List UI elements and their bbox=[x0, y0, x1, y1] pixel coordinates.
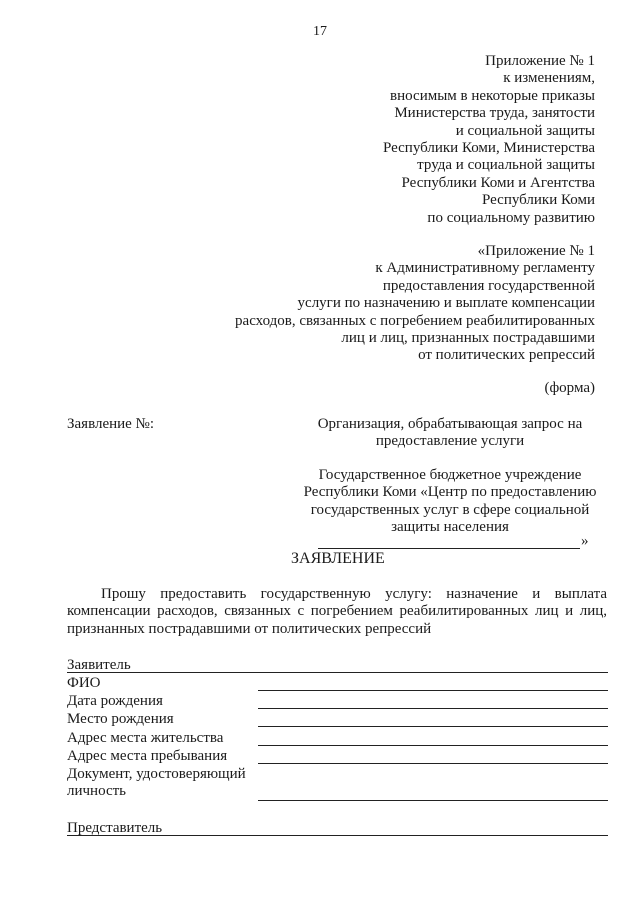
document-title: ЗАЯВЛЕНИЕ bbox=[291, 550, 385, 567]
page-number: 17 bbox=[313, 24, 327, 39]
residence-address-label: Адрес места жительства bbox=[67, 730, 224, 746]
organization-caption-line: Организация, обрабатывающая запрос на bbox=[317, 416, 583, 432]
organization-name-line: Государственное бюджетное учреждение bbox=[318, 467, 582, 483]
regulation-header-line: от политических репрессий bbox=[418, 347, 595, 364]
identity-document-label bbox=[67, 766, 246, 801]
organization-name-line: государственных услуг в сфере социальной bbox=[310, 501, 590, 518]
appendix-header-line: Министерства труда, занятости bbox=[394, 105, 595, 122]
organization-caption bbox=[290, 416, 610, 451]
identity-document-field[interactable] bbox=[258, 800, 608, 801]
organization-name bbox=[290, 467, 610, 537]
request-line: Прошу предоставить государственную услугу: назначение и выплата bbox=[101, 586, 607, 602]
appendix-header bbox=[383, 53, 595, 227]
appendix-header-line: Республики Коми bbox=[482, 192, 595, 209]
regulation-header-line: расходов, связанных с погребением реабилитированных bbox=[235, 312, 595, 329]
organization-caption-line: предоставление услуги bbox=[375, 433, 525, 450]
request-line: признанных пострадавшими от политических репрессий bbox=[67, 620, 432, 637]
regulation-header bbox=[235, 243, 595, 365]
appendix-header-line: и социальной защиты bbox=[455, 122, 595, 139]
full-name-label: ФИО bbox=[67, 675, 101, 691]
stay-address-field[interactable] bbox=[258, 763, 608, 764]
birth-date-label: Дата рождения bbox=[67, 693, 163, 709]
regulation-header-line: лиц и лиц, признанных пострадавшими bbox=[341, 330, 595, 347]
regulation-header-line: услуги по назначению и выплате компенсации bbox=[297, 295, 595, 312]
regulation-header-line: предоставления государственной bbox=[382, 277, 595, 294]
regulation-header-line: «Приложение № 1 bbox=[477, 243, 595, 259]
request-paragraph bbox=[67, 586, 607, 638]
appendix-header-line: вносимым в некоторые приказы bbox=[390, 87, 595, 104]
stay-address-label: Адрес места пребывания bbox=[67, 748, 228, 764]
full-name-field[interactable] bbox=[258, 690, 608, 691]
birth-date-field[interactable] bbox=[258, 708, 608, 709]
representative-section-title: Представитель bbox=[67, 820, 163, 836]
application-number-label: Заявление №: bbox=[67, 416, 155, 432]
applicant-section-rule bbox=[67, 672, 608, 673]
applicant-section-title: Заявитель bbox=[67, 657, 131, 673]
appendix-header-line: Республики Коми и Агентства bbox=[401, 174, 595, 191]
representative-section-rule bbox=[67, 835, 608, 836]
appendix-header-line: по социальному развитию bbox=[427, 209, 595, 226]
organization-name-line: защиты населения bbox=[391, 519, 509, 536]
appendix-header-line: Приложение № 1 bbox=[485, 53, 595, 69]
residence-address-field[interactable] bbox=[258, 745, 608, 746]
form-label: (форма) bbox=[544, 380, 595, 396]
organization-name-line: Республики Коми «Центр по предоставлению bbox=[303, 484, 597, 501]
birth-place-label: Место рождения bbox=[67, 711, 174, 727]
organization-underline bbox=[318, 548, 580, 549]
identity-document-label-line: личность bbox=[67, 783, 127, 800]
appendix-header-line: труда и социальной защиты bbox=[417, 157, 595, 174]
regulation-header-line: к Административному регламенту bbox=[375, 260, 595, 277]
identity-document-label-line: Документ, удостоверяющий bbox=[67, 766, 246, 782]
appendix-header-line: Республики Коми, Министерства bbox=[382, 140, 595, 157]
request-line: компенсации расходов, связанных с погребением реабилитированных лиц и лиц, bbox=[67, 603, 607, 620]
organization-closing-quote: » bbox=[581, 533, 589, 549]
appendix-header-line: к изменениям, bbox=[503, 70, 595, 87]
birth-place-field[interactable] bbox=[258, 726, 608, 727]
